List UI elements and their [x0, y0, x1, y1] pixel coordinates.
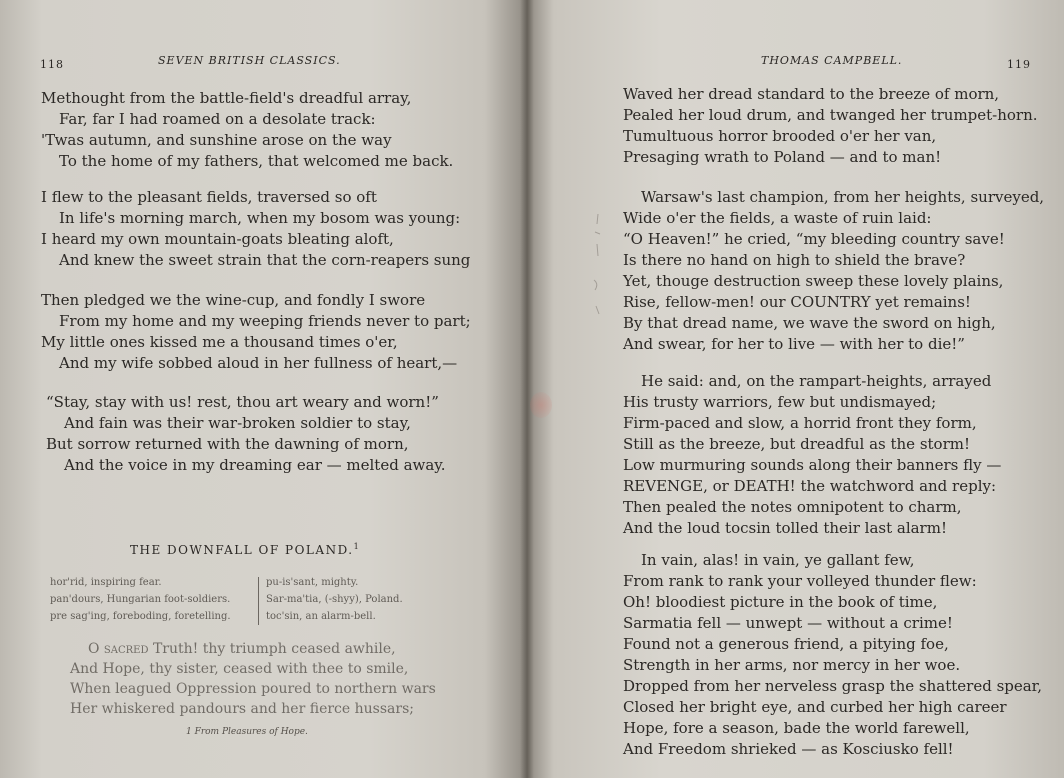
verse-text: Truth! thy triumph ceased awhile,: [148, 641, 396, 657]
left-stanza-3: [41, 290, 471, 374]
verse-line: And the voice in my dreaming ear — melted away.: [64, 456, 446, 474]
verse-line: And my wife sobbed aloud in her fullness of heart,—: [59, 354, 458, 372]
verse-line: And the loud tocsin tolled their last alarm!: [623, 519, 947, 537]
verse-line: [70, 639, 436, 659]
right-page-number: 119: [1007, 58, 1031, 71]
right-running-head: THOMAS CAMPBELL.: [761, 54, 903, 67]
glossary-right-column: [266, 574, 403, 625]
verse-line: And fain was their war-broken soldier to stay,: [64, 414, 411, 432]
verse-line: I heard my own mountain-goats bleating aloft,: [41, 230, 394, 248]
verse-line: To the home of my fathers, that welcomed me back.: [59, 152, 454, 170]
verse-line: Her whiskered pandours and her fierce hussars;: [70, 701, 414, 717]
verse-line: But sorrow returned with the dawning of morn,: [46, 435, 409, 453]
verse-line: “Stay, stay with us! rest, thou art weary and worn!”: [46, 393, 439, 411]
verse-line: By that dread name, we wave the sword on high,: [623, 314, 996, 332]
left-running-head: SEVEN BRITISH CLASSICS.: [158, 54, 341, 67]
verse-line: Wide o'er the fields, a waste of ruin laid:: [623, 209, 932, 227]
verse-line: Is there no hand on high to shield the brave?: [623, 251, 966, 269]
verse-line: I flew to the pleasant fields, traversed so oft: [41, 188, 377, 206]
paper-stain: [530, 392, 552, 418]
verse-line: When leagued Oppression poured to northern wars: [70, 681, 436, 697]
poem-title: [130, 542, 360, 557]
verse-line: From rank to rank your volleyed thunder flew:: [623, 572, 977, 590]
verse-line: Methought from the battle-field's dreadful array,: [41, 89, 412, 107]
verse-line: Rise, fellow-men! our COUNTRY yet remains!: [623, 293, 971, 311]
glossary-entry: Sar-ma'tia, (-shyy), Poland.: [266, 594, 403, 605]
glossary-entry: hor'rid, inspiring fear.: [50, 577, 162, 588]
verse-line: Pealed her loud drum, and twanged her trumpet-horn.: [623, 106, 1038, 124]
verse-line: REVENGE, or DEATH! the watchword and reply:: [623, 477, 997, 495]
poem-title-text: THE DOWNFALL OF POLAND.: [130, 543, 354, 557]
right-page: [527, 0, 1064, 778]
pencil-marks: [591, 210, 605, 330]
verse-line: Still as the breeze, but dreadful as the storm!: [623, 435, 970, 453]
verse-line: And Hope, thy sister, ceased with thee to smile,: [70, 661, 409, 677]
poem-opening-stanza: [70, 639, 436, 719]
verse-line: Strength in her arms, nor mercy in her woe.: [623, 656, 961, 674]
left-stanza-2: [41, 187, 470, 271]
glossary-left-column: [50, 574, 231, 625]
pencil-scribble-icon: [591, 210, 605, 330]
right-stanza-3: [623, 371, 1001, 539]
verse-line: Presaging wrath to Poland — and to man!: [623, 148, 942, 166]
verse-line: Then pledged we the wine-cup, and fondly I swore: [41, 291, 426, 309]
left-stanza-4: [46, 392, 446, 476]
glossary-entry: toc'sin, an alarm-bell.: [266, 611, 376, 622]
right-stanza-1: [623, 84, 1038, 168]
verse-line: His trusty warriors, few but undismayed;: [623, 393, 937, 411]
verse-line: Waved her dread standard to the breeze of morn,: [623, 85, 1000, 103]
drop-smallcaps: O sacred: [88, 641, 149, 657]
glossary: [50, 574, 470, 628]
left-page-number: 118: [40, 58, 64, 71]
verse-line: Tumultuous horror brooded o'er her van,: [623, 127, 937, 145]
verse-line: Found not a generous friend, a pitying foe,: [623, 635, 949, 653]
verse-line: In life's morning march, when my bosom was young:: [59, 209, 461, 227]
verse-line: Yet, thouge destruction sweep these lovely plains,: [623, 272, 1004, 290]
verse-line: And Freedom shrieked — as Kosciusko fell!: [623, 740, 954, 758]
verse-line: Sarmatia fell — unwept — without a crime!: [623, 614, 953, 632]
verse-line: And swear, for her to live — with her to die!”: [623, 335, 965, 353]
verse-line: Firm-paced and slow, a horrid front they form,: [623, 414, 977, 432]
verse-line: Oh! bloodiest picture in the book of time,: [623, 593, 938, 611]
verse-line: “O Heaven!” he cried, “my bleeding country save!: [623, 230, 1005, 248]
glossary-divider: [258, 577, 259, 625]
verse-line: Low murmuring sounds along their banners fly —: [623, 456, 1002, 474]
verse-line: Far, far I had roamed on a desolate track:: [59, 110, 376, 128]
verse-line: 'Twas autumn, and sunshine arose on the way: [41, 131, 392, 149]
verse-line: Dropped from her nerveless grasp the shattered spear,: [623, 677, 1042, 695]
verse-line: Then pealed the notes omnipotent to charm,: [623, 498, 962, 516]
verse-line: My little ones kissed me a thousand times o'er,: [41, 333, 398, 351]
verse-line: Warsaw's last champion, from her heights, surveyed,: [641, 188, 1045, 206]
left-page: [0, 0, 527, 778]
right-stanza-2: [623, 187, 1044, 355]
glossary-entry: pan'dours, Hungarian foot-soldiers.: [50, 594, 231, 605]
verse-line: And knew the sweet strain that the corn-reapers sung: [59, 251, 471, 269]
verse-line: From my home and my weeping friends never to part;: [59, 312, 471, 330]
right-stanza-4: [623, 550, 1042, 760]
footnote: 1 From Pleasures of Hope.: [186, 727, 308, 737]
verse-line: Hope, fore a season, bade the world farewell,: [623, 719, 970, 737]
verse-line: Closed her bright eye, and curbed her high career: [623, 698, 1007, 716]
left-stanza-1: [41, 88, 453, 172]
book-gutter: [520, 0, 534, 778]
verse-line: He said: and, on the rampart-heights, arrayed: [641, 372, 992, 390]
glossary-entry: pre sag'ing, foreboding, foretelling.: [50, 611, 231, 622]
verse-line: In vain, alas! in vain, ye gallant few,: [641, 551, 915, 569]
glossary-entry: pu-is'sant, mighty.: [266, 577, 359, 588]
footnote-mark: 1: [353, 542, 361, 551]
